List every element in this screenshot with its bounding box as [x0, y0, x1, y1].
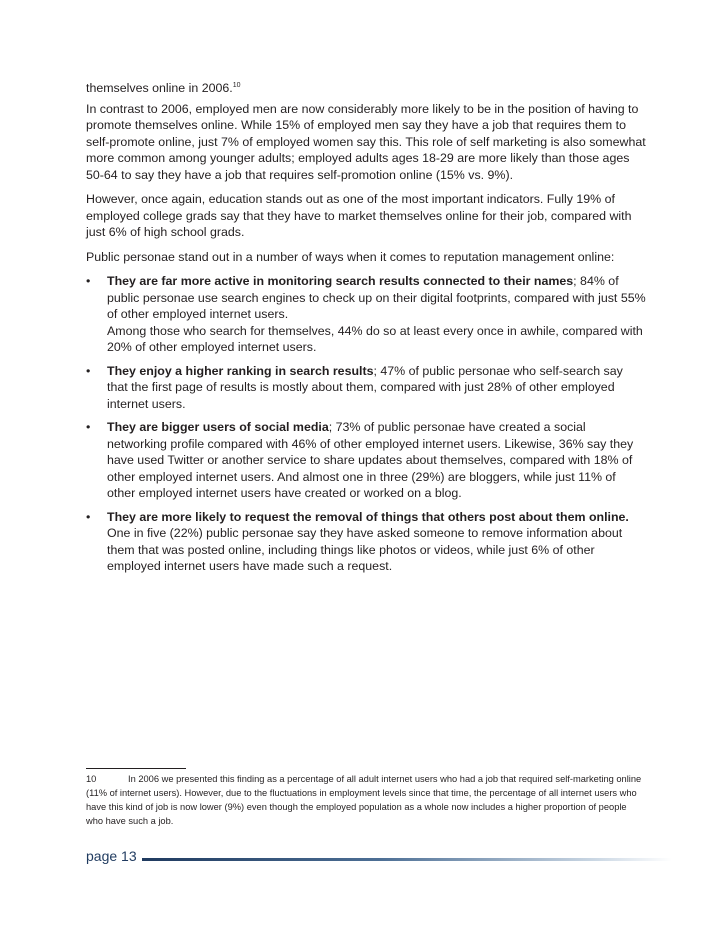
bullet-heading: They are far more active in monitoring search results connected to their names — [107, 274, 574, 288]
footnote-ref[interactable]: 10 — [232, 81, 241, 89]
bullet-heading: They enjoy a higher ranking in search results — [107, 363, 374, 378]
footnote-text: In 2006 we presented this finding as a percentage of all adult internet users who had a job that required self-marketing online (11% of internet users). However, due to the fluctuations in employment levels since that time, the percentage of all internet users who have this kind of job is now lower (9%) even though the employed population as a whole now includes a higher proportion of people who have such a job. — [86, 774, 642, 826]
intro-fragment: themselves online in 2006.10 — [86, 81, 241, 95]
bullet-list — [86, 273, 646, 575]
page-word: page — [86, 848, 118, 864]
paragraph-gender: In contrast to 2006, employed men are now considerably more likely to be in the position of having to promote themselves online. While 15% of employed men say they have a job that requires them to self-promote online, just 7% of employed women say this. This role of self marketing is also somewhat more common among younger adults; employed adults ages 18-29 are more likely than those ages 50-64 to say they have a job that requires self-promotion online (15% vs. 9%). — [86, 101, 646, 182]
footer-rule — [142, 858, 672, 861]
bullet-item-social-media — [86, 419, 646, 502]
paragraph-education: However, once again, education stands out as one of the most important indicators. Fully 19% of employed college grads say that they have to market themselves online for their job, compared with just 6% of high school grads. — [86, 192, 632, 239]
bullet-item-removal — [86, 509, 646, 575]
bullet-item-ranking — [86, 363, 646, 413]
page-body — [86, 80, 646, 582]
bullet-icon: • — [86, 420, 91, 434]
bullet-extra-text: Among those who search for themselves, 44% do so at least every once in awhile, compared with 20% of other employed internet users. — [107, 323, 643, 354]
bullet-text: One in five (22%) public personae say they have asked someone to remove information about them that was posted online, including things like photos or videos, while just 6% of other employed internet users have made such a request. — [107, 526, 623, 573]
bullet-heading: They are more likely to request the removal of things that others post about them online. — [107, 509, 629, 524]
page-number-label — [86, 848, 137, 864]
footnote-number: 10 — [86, 774, 97, 784]
bullet-icon: • — [86, 509, 91, 524]
bullet-text: ; 47% of public personae who self-search say that the first page of results is mostly about them, compared with just 28% of other employed internet users. — [107, 363, 623, 411]
bullet-item-monitoring — [86, 273, 646, 356]
bullet-icon: • — [86, 363, 91, 378]
paragraph-public-personae: Public personae stand out in a number of ways when it comes to reputation management online: — [86, 249, 615, 264]
bullet-heading: They are bigger users of social media — [107, 420, 329, 434]
bullet-text: ; 84% of public personae use search engines to check up on their digital footprints, compared with just 55% of other employed internet users. — [107, 274, 646, 321]
footnote-divider — [86, 768, 186, 769]
page-footer — [86, 848, 646, 870]
page-number: 13 — [121, 848, 137, 864]
bullet-text: ; 73% of public personae have created a social networking profile compared with 46% of other employed internet users. Likewise, 36% say they have used Twitter or another service to share updates about themselves, compared with 18% of other employed internet users. And almost one in three (29%) are bloggers, while just 11% of other employed internet users have created or worked on a blog. — [107, 420, 634, 500]
bullet-icon: • — [86, 274, 91, 288]
footnote — [86, 772, 646, 828]
